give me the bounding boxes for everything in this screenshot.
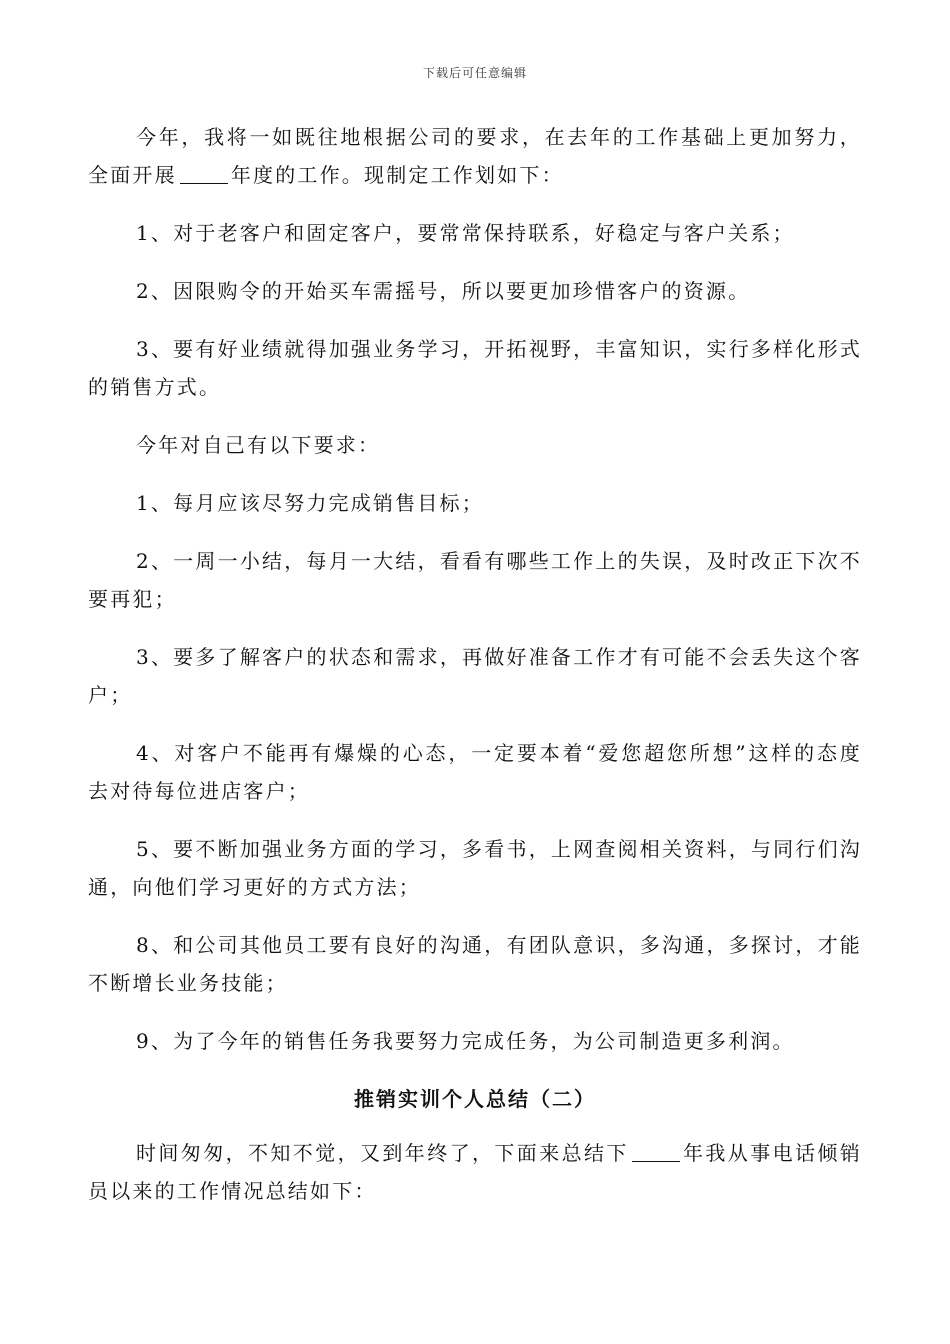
section2-text-before: 时间匆匆，不知不觉，又到年终了，下面来总结下: [136, 1141, 629, 1165]
requirement-item: 8、和公司其他员工要有良好的沟通，有团队意识，多沟通，多探讨，才能不断增长业务技能；: [88, 933, 862, 995]
intro-text-before: 今年，我将一如既往地根据公司的要求，在去年的工作基础上更加努力，全面开展: [88, 125, 862, 187]
document-body: [88, 118, 862, 1230]
intro-text-after: 年度的工作。现制定工作划如下：: [230, 163, 564, 187]
section2-text-after: 年我从事电话倾销员以来的工作情况总结如下：: [88, 1141, 862, 1203]
section2-paragraph: [88, 1134, 862, 1210]
header-note: 下载后可任意编辑: [422, 66, 527, 80]
requirement-item: 2、一周一小结，每月一大结，看看有哪些工作上的失误，及时改正下次不要再犯；: [88, 549, 862, 611]
fill-blank: [180, 182, 228, 184]
requirement-item: 4、对客户不能再有爆燥的心态，一定要本着“爱您超您所想”这样的态度去对待每位进店客户；: [88, 741, 862, 803]
plan-item: 1、对于老客户和固定客户，要常常保持联系，好稳定与客户关系；: [136, 221, 795, 245]
plan-item: 2、因限购令的开始买车需摇号，所以要更加珍惜客户的资源。: [136, 279, 751, 303]
requirements-heading: 今年对自己有以下要求：: [136, 433, 381, 457]
requirement-item: 9、为了今年的销售任务我要努力完成任务，为公司制造更多利润。: [136, 1029, 795, 1053]
requirement-item: 3、要多了解客户的状态和需求，再做好准备工作才有可能不会丢失这个客户；: [88, 645, 862, 707]
requirement-item: 5、要不断加强业务方面的学习，多看书，上网查阅相关资料，与同行们沟通，向他们学习更好的方式方法；: [88, 837, 862, 899]
requirement-item: 1、每月应该尽努力完成销售目标；: [136, 491, 484, 515]
section-title: 推销实训个人总结（二）: [354, 1087, 596, 1111]
fill-blank: [632, 1160, 680, 1162]
intro-paragraph: [88, 118, 862, 194]
plan-item: 3、要有好业绩就得加强业务学习，开拓视野，丰富知识，实行多样化形式的销售方式。: [88, 337, 862, 399]
